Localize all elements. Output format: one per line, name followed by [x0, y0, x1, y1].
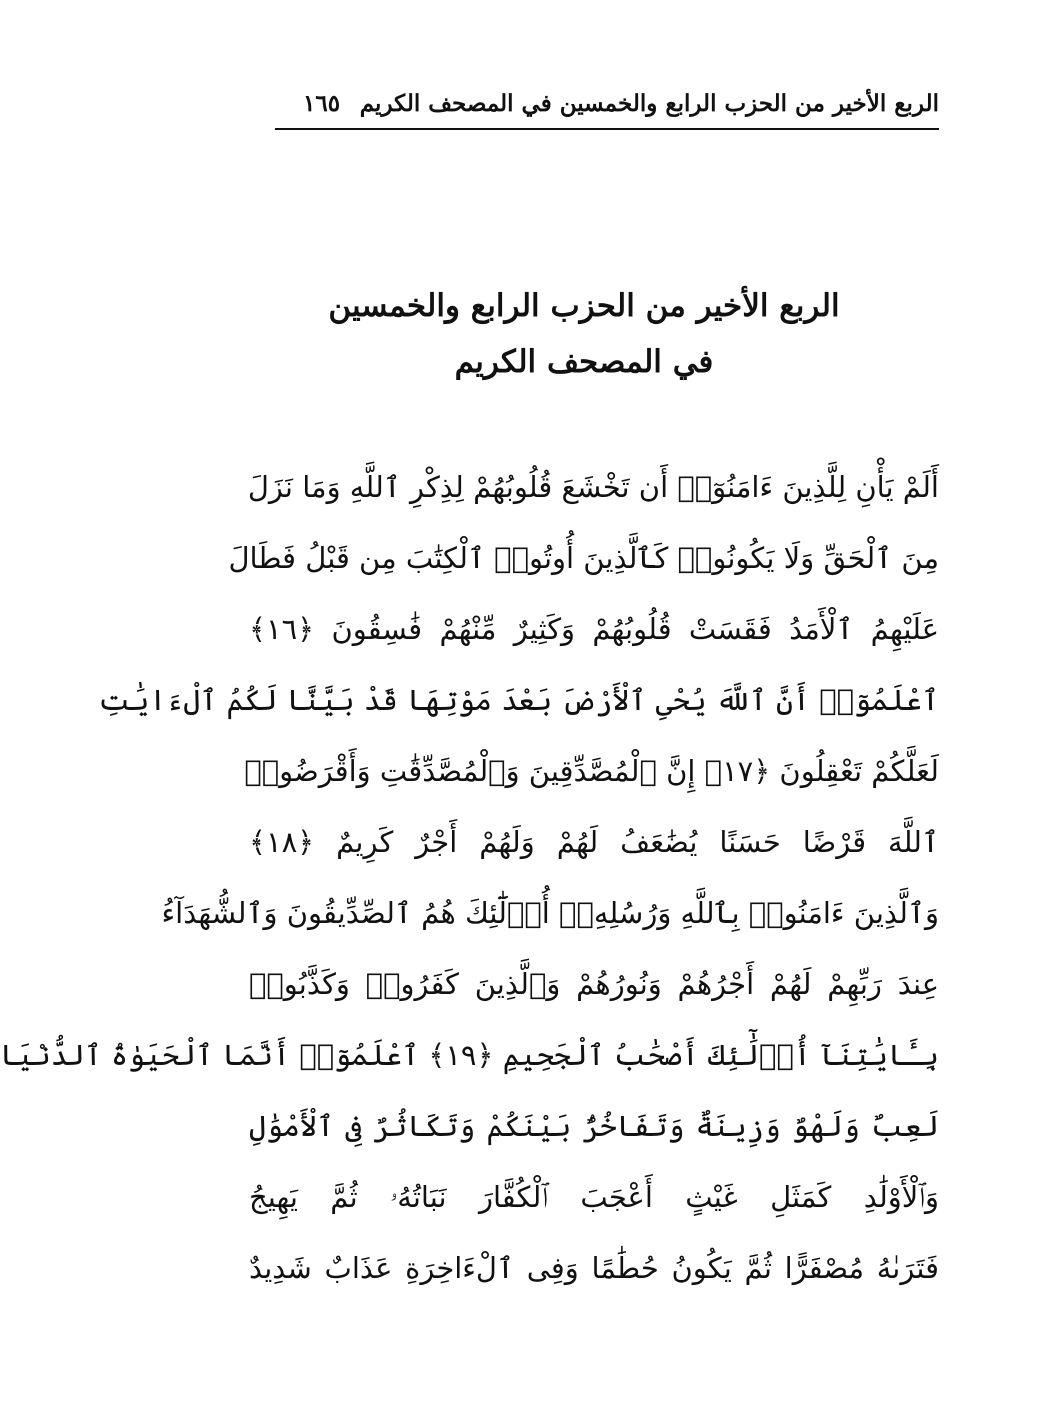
verse-line: ٱعْلَمُوٓا۟ أَنَّ ٱللَّهَ يُحْىِ ٱلْأَرْضَ بَعْدَ مَوْتِهَا قَدْ بَيَّنَّا لَكُمُ ٱلْءَايَٰتِ [98, 683, 939, 717]
verse-line: ٱللَّهَ قَرْضًا حَسَنًا يُضَٰعَفُ لَهُمْ وَلَهُمْ أَجْرٌ كَرِيمٌ ﴿١٨﴾ [249, 825, 939, 859]
verse-line: عَلَيْهِمُ ٱلْأَمَدُ فَقَسَتْ قُلُوبُهُمْ وَكَثِيرٌ مِّنْهُمْ فَٰسِقُونَ ﴿١٦﴾ [249, 612, 939, 646]
verse-line: وَٱلَّذِينَ ءَامَنُوا۟ بِٱللَّهِ وَرُسُلِهِۦٓ أُو۟لَٰٓئِكَ هُمُ ٱلصِّدِّيقُونَ وَٱلشُّهَدَآءُ [161, 896, 939, 930]
running-header [275, 84, 939, 128]
verse-line: وَٱلْأَوْلَٰدِ كَمَثَلِ غَيْثٍ أَعْجَبَ ٱلْكُفَّارَ نَبَاتُهُۥ ثُمَّ يَهِيجُ [249, 1180, 939, 1214]
page-number: ١٦٥ [303, 90, 341, 117]
verse-line: فَتَرَىٰهُ مُصْفَرًّا ثُمَّ يَكُونُ حُطَٰمًا وَفِى ٱلْءَاخِرَةِ عَذَابٌ شَدِيدٌ [249, 1251, 939, 1285]
running-header-title: الربع الأخير من الحزب الرابع والخمسين في المصحف الكريم [359, 90, 939, 117]
section-title-line-2: في المصحف الكريم [454, 344, 714, 380]
header-divider [275, 128, 939, 130]
quran-text-block [0, 452, 939, 1304]
verse-line: مِنَ ٱلْحَقِّ وَلَا يَكُونُوا۟ كَٱلَّذِينَ أُوتُوا۟ ٱلْكِتَٰبَ مِن قَبْلُ فَطَالَ [228, 541, 939, 575]
verse-line: أَلَمْ يَأْنِ لِلَّذِينَ ءَامَنُوٓا۟ أَن تَخْشَعَ قُلُوبُهُمْ لِذِكْرِ ٱللَّهِ وَمَا نَزَلَ [247, 470, 939, 504]
verse-line: بِـَٔايَٰتِنَآ أُو۟لَٰٓئِكَ أَصْحَٰبُ ٱلْجَحِيمِ ﴿١٩﴾ ٱعْلَمُوٓا۟ أَنَّمَا ٱلْحَيَوٰةُ ٱلدُّنْيَا [0, 1038, 939, 1072]
verse-line: لَعَلَّكُمْ تَعْقِلُونَ ﴿١٧﴾ إِنَّ ٱلْمُصَّدِّقِينَ وَٱلْمُصَّدِّقَٰتِ وَأَقْرَضُوا۟ [244, 754, 939, 788]
section-title [261, 278, 907, 390]
section-title-line-1: الربع الأخير من الحزب الرابع والخمسين [328, 288, 840, 324]
verse-line: لَعِبٌ وَلَهْوٌ وَزِينَةٌ وَتَفَاخُرٌۢ بَيْنَكُمْ وَتَكَاثُرٌ فِى ٱلْأَمْوَٰلِ [249, 1109, 939, 1143]
verse-line: عِندَ رَبِّهِمْ لَهُمْ أَجْرُهُمْ وَنُورُهُمْ وَٱلَّذِينَ كَفَرُوا۟ وَكَذَّبُوا۟ [249, 967, 939, 1001]
